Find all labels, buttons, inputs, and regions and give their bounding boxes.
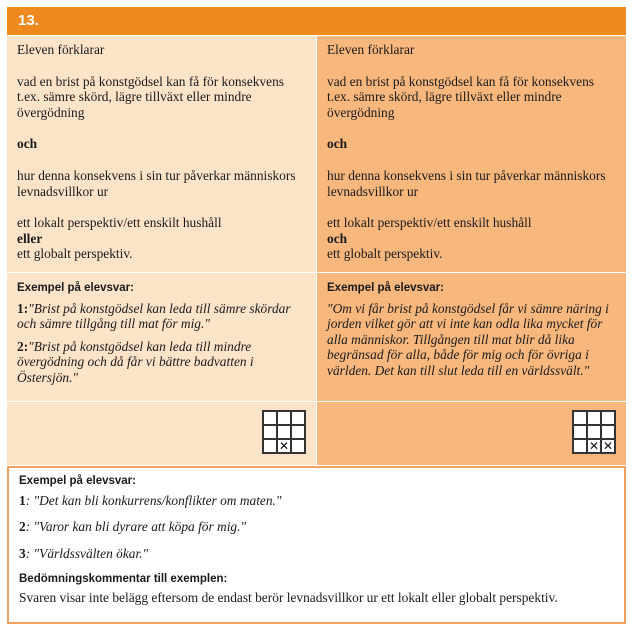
score-box [573,439,587,453]
criteria-cell-left [7,36,316,272]
examples-title: Exempel på elevsvar: [327,282,444,294]
criteria-global: ett globalt perspektiv. [17,246,133,262]
example-text: "Brist på konstgödsel kan leda till sämre skördar och sämre tillgång till mat för mig." [17,300,291,332]
score-box [291,439,305,453]
example-number: 2: [17,338,29,354]
criteria-consequence: vad en brist på konstgödsel kan få för konsekvens t.ex. sämre skörd, lägre tillväxt eller mindre övergödning [327,73,595,120]
score-box-checked: ✕ [278,439,290,453]
score-grid-right [572,410,616,454]
criteria-conjunction-2: eller [17,230,43,246]
criteria-impact: hur denna konsekvens i sin tur påverkar människors levnadsvillkor ur [17,167,296,199]
score-box [601,425,615,439]
score-box [573,425,587,439]
example-number: 1 [19,492,26,508]
example-number: 2 [19,519,26,535]
score-box [263,425,277,439]
criteria-intro: Eleven förklarar [327,42,415,57]
question-number-header [7,7,626,35]
examples-cell-left [7,273,316,401]
example-answer-3 [19,546,614,562]
criteria-conjunction-2: och [327,230,348,246]
score-box [573,411,587,425]
example-text: : "Varor kan bli dyrare att köpa för mig." [25,519,247,535]
score-box-checked: ✕ [588,439,600,453]
score-box [601,411,615,425]
score-box [291,411,305,425]
criteria-global: ett globalt perspektiv. [327,246,443,262]
non-qualifying-examples-box [7,466,626,624]
criteria-conjunction: och [327,136,348,152]
assessment-comment: Svaren visar inte belägg eftersom de endast berör levnadsvillkor ur ett lokalt eller globalt perspektiv. [19,589,558,605]
example-text: : "Det kan bli konkurrens/konflikter om maten." [25,492,282,508]
examples-cell-right [317,273,626,401]
score-box [263,439,277,453]
score-grid-left [262,410,306,454]
score-box [277,425,291,439]
example-text: "Brist på konstgödsel kan leda till mindre övergödning och då får vi bättre badvatten i Östersjön." [17,338,254,385]
assessment-comment-title: Bedömningskommentar till exemplen: [19,573,228,586]
examples-title: Exempel på elevsvar: [17,282,134,294]
criteria-local: ett lokalt perspektiv/ett enskilt hushåll [327,215,532,231]
question-number: 13. [18,12,39,29]
score-box [277,411,291,425]
score-box [587,425,601,439]
criteria-conjunction: och [17,136,38,152]
criteria-local: ett lokalt perspektiv/ett enskilt hushåll [17,215,222,231]
example-number: 1: [17,300,29,316]
example-answer-1 [19,493,614,509]
example-answer: "Om vi får brist på konstgödsel får vi sämre näring i jorden vilket gör att vi inte kan odla lika mycket för alla människor. Tillgången till mat blir då lika begränsad för alla, både för mig och för övriga i världen. Det kan till slut leda till en världssvält." [327,300,609,378]
score-box [263,411,277,425]
criteria-consequence: vad en brist på konstgödsel kan få för konsekvens t.ex. sämre skörd, lägre tillväxt eller mindre övergödning [17,73,285,120]
example-answer-1 [17,301,308,332]
criteria-intro: Eleven förklarar [17,42,105,57]
criteria-cell-right [317,36,626,272]
score-box-checked: ✕ [602,439,614,453]
score-box [587,411,601,425]
criteria-impact: hur denna konsekvens i sin tur påverkar människors levnadsvillkor ur [327,167,606,199]
score-box [291,425,305,439]
example-answer-2 [17,339,308,386]
example-answer-2 [19,519,614,535]
examples-title: Exempel på elevsvar: [19,475,136,487]
example-text: : "Världssvälten ökar." [25,545,149,561]
example-number: 3 [19,545,26,561]
